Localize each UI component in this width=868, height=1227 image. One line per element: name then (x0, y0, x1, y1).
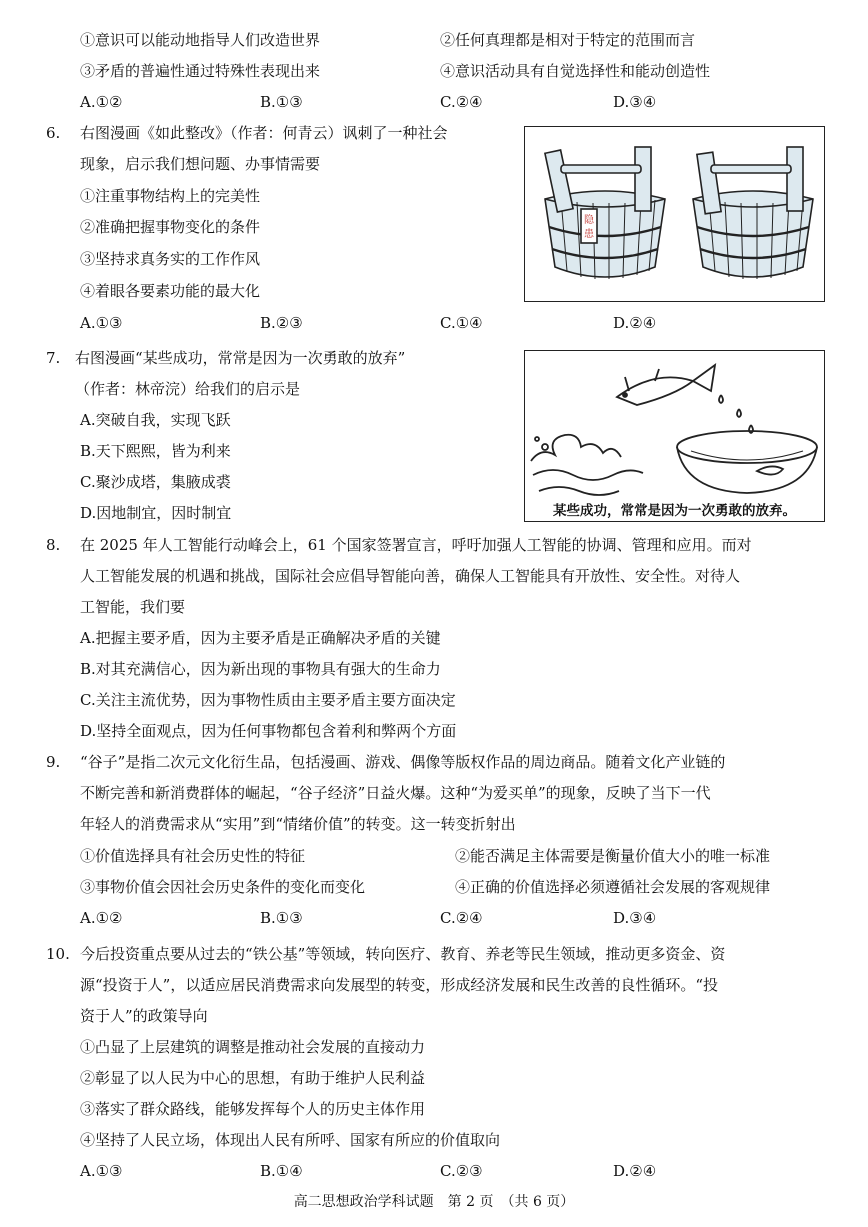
q10-option-a: A.①③ (80, 1162, 123, 1180)
q9-option-d: D.③④ (613, 909, 657, 927)
q7-option-d: D.因地制宜，因时制宜 (80, 504, 232, 522)
q7-option-c: C.聚沙成塔，集腋成裘 (80, 473, 231, 491)
q9-option-c: C.②④ (440, 909, 483, 927)
q10-stem-line-1: 今后投资重点要从过去的“铁公基”等领域，转向医疗、教育、养老等民生领域，推动更多资金、资 (80, 945, 726, 963)
q5-option-c: C.②④ (440, 93, 483, 111)
q6-option-b: B.②③ (260, 314, 303, 332)
q9-number: 9. (46, 753, 61, 771)
fish-illustration (525, 351, 823, 501)
q6-item-2: ②准确把握事物变化的条件 (80, 218, 261, 236)
q9-item-2: ②能否满足主体需要是衡量价值大小的唯一标准 (455, 847, 771, 865)
q9-option-a: A.①② (80, 909, 123, 927)
q7-option-b: B.天下熙熙，皆为利来 (80, 442, 231, 460)
q8-option-a: A.把握主要矛盾，因为主要矛盾是正确解决矛盾的关键 (80, 629, 441, 647)
q10-option-d: D.②④ (613, 1162, 657, 1180)
q6-stem-line-1: 右图漫画《如此整改》（作者：何青云）讽刺了一种社会 (80, 124, 448, 142)
q6-option-c: C.①④ (440, 314, 483, 332)
stamp-char-2: 患 (584, 229, 594, 240)
q10-item-1: ①凸显了上层建筑的调整是推动社会发展的直接动力 (80, 1038, 426, 1056)
q10-number: 10. (46, 945, 70, 963)
q6-cartoon-buckets (524, 126, 825, 302)
q9-item-1: ①价值选择具有社会历史性的特征 (80, 847, 306, 865)
q8-number: 8. (46, 536, 61, 554)
q9-item-4: ④正确的价值选择必须遵循社会发展的客观规律 (455, 878, 771, 896)
stamp-char-1: 隐 (584, 215, 594, 226)
q5-item-3: ③矛盾的普遍性通过特殊性表现出来 (80, 62, 321, 80)
q7-number: 7. (46, 349, 61, 367)
q9-item-3: ③事物价值会因社会历史条件的变化而变化 (80, 878, 366, 896)
q5-option-b: B.①③ (260, 93, 303, 111)
q6-stem-line-2: 现象，启示我们想问题、办事情需要 (80, 155, 321, 173)
q9-option-b: B.①③ (260, 909, 303, 927)
q6-item-4: ④着眼各要素功能的最大化 (80, 282, 261, 300)
q10-option-c: C.②③ (440, 1162, 483, 1180)
q6-item-3: ③坚持求真务实的工作作风 (80, 250, 261, 268)
q8-stem-line-1: 在 2025 年人工智能行动峰会上，61 个国家签署宣言，呼吁加强人工智能的协调、管理和应用。而对 (80, 536, 752, 554)
page-footer: 高二思想政治学科试题 第 2 页 （共 6 页） (293, 1194, 575, 1210)
q6-number: 6. (46, 124, 61, 142)
q9-stem-line-3: 年轻人的消费需求从“实用”到“情绪价值”的转变。这一转变折射出 (80, 815, 516, 833)
q10-item-3: ③落实了群众路线，能够发挥每个人的历史主体作用 (80, 1100, 426, 1118)
q9-stem-line-1: “谷子”是指二次元文化衍生品，包括漫画、游戏、偶像等版权作品的周边商品。随着文化产业链的 (80, 753, 726, 771)
q8-stem-line-2: 人工智能发展的机遇和挑战，国际社会应倡导智能向善，确保人工智能具有开放性、安全性。对待人 (80, 567, 741, 585)
q5-item-2: ②任何真理都是相对于特定的范围而言 (440, 31, 696, 49)
q10-item-4: ④坚持了人民立场，体现出人民有所呼、国家有所应的价值取向 (80, 1131, 501, 1149)
q10-item-2: ②彰显了以人民为中心的思想，有助于维护人民利益 (80, 1069, 426, 1087)
q8-option-d: D.坚持全面观点，因为任何事物都包含着利和弊两个方面 (80, 722, 457, 740)
q7-stem-line-2: （作者：林帝浣）给我们的启示是 (75, 380, 301, 398)
q7-stem-line-1: 右图漫画“某些成功，常常是因为一次勇敢的放弃” (75, 349, 406, 367)
q10-option-b: B.①④ (260, 1162, 303, 1180)
q8-option-b: B.对其充满信心，因为新出现的事物具有强大的生命力 (80, 660, 441, 678)
q8-stem-line-3: 工智能，我们要 (80, 598, 186, 616)
q7-cartoon-fish (524, 350, 825, 522)
q9-stem-line-2: 不断完善和新消费群体的崛起，“谷子经济”日益火爆。这种“为爱买单”的现象，反映了当下一代 (80, 784, 711, 802)
q8-option-c: C.关注主流优势，因为事物性质由主要矛盾主要方面决定 (80, 691, 456, 709)
q6-item-1: ①注重事物结构上的完美性 (80, 187, 261, 205)
q5-item-1: ①意识可以能动地指导人们改造世界 (80, 31, 321, 49)
q10-stem-line-3: 资于人”的政策导向 (80, 1007, 208, 1025)
q10-stem-line-2: 源“投资于人”，以适应居民消费需求向发展型的转变，形成经济发展和民生改善的良性循环。“投 (80, 976, 719, 994)
q7-cartoon-caption: 某些成功，常常是因为一次勇敢的放弃。 (553, 503, 796, 519)
q6-option-d: D.②④ (613, 314, 657, 332)
q5-option-d: D.③④ (613, 93, 657, 111)
q7-option-a: A.突破自我，实现飞跃 (80, 411, 231, 429)
q6-option-a: A.①③ (80, 314, 123, 332)
bucket-illustration (525, 127, 823, 300)
q5-option-a: A.①② (80, 93, 123, 111)
q5-item-4: ④意识活动具有自觉选择性和能动创造性 (440, 62, 711, 80)
